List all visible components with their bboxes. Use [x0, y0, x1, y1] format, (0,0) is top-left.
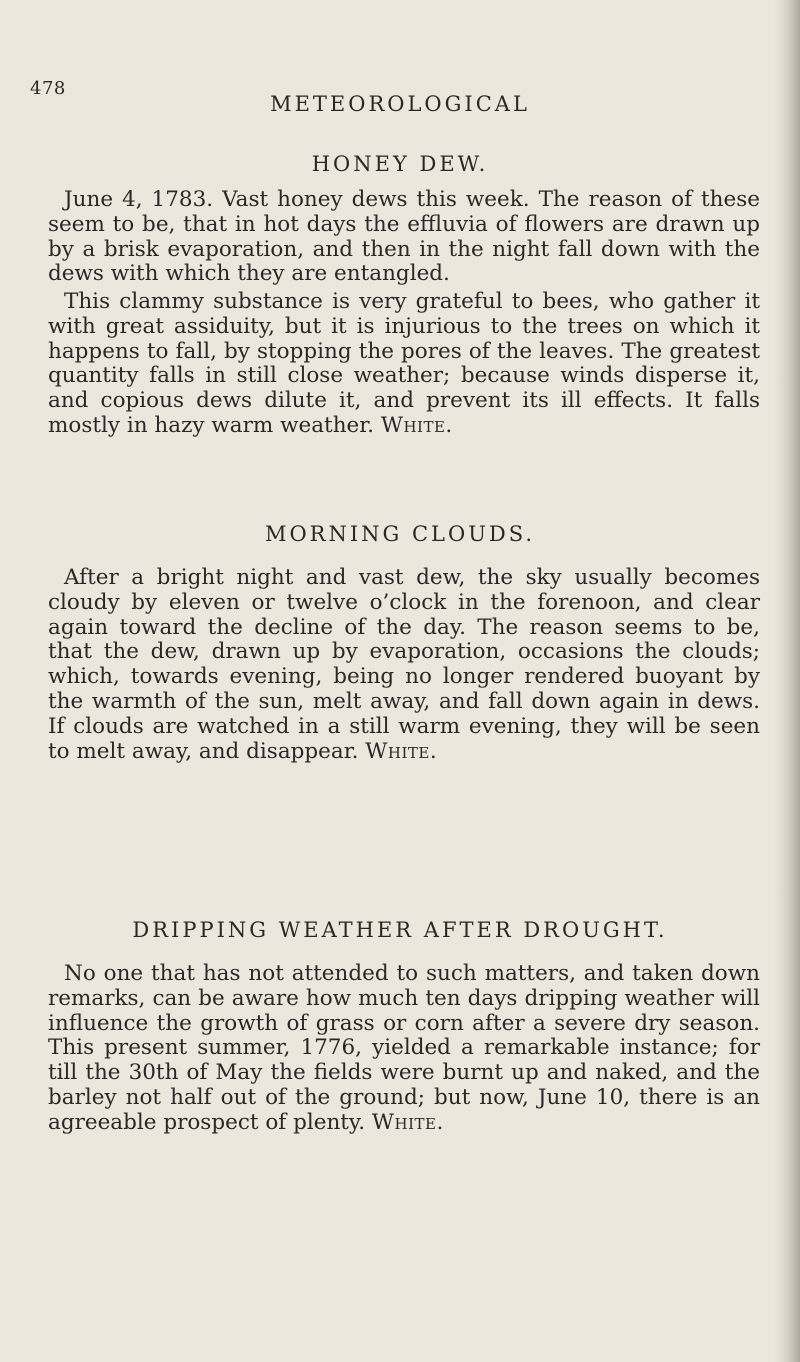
paragraph-text: No one that has not attended to such matters, and taken down remarks, can be aware how much ten days dripping weather will influence the growth of grass or corn after a severe dry season. This present summer, 1776, yielded a remarkable instance; for till the 30th of May the fields were burnt up and naked, and the barley not half out of the ground; but now, June 10, there is an agreeable prospect of plenty.: [48, 961, 760, 1135]
paragraph-honey-dew-2: [48, 290, 760, 439]
paragraph-dripping-weather: [48, 962, 760, 1136]
author-signature: White.: [380, 412, 453, 438]
paragraph-honey-dew-1: [48, 188, 760, 287]
page-number: 478: [30, 78, 66, 99]
paragraph-text: This clammy substance is very grateful to bees, who gather it with great assiduity, but it is injurious to the trees on which it happens to fall, by stopping the pores of the leaves. The greatest quantity falls in still close weather; because winds disperse it, and copious dews dilute it, and prevent its ill effects. It falls mostly in hazy warm weather.: [48, 289, 760, 438]
paragraph-morning-clouds: [48, 566, 760, 764]
author-signature: White.: [365, 738, 438, 764]
section-title-honey-dew: HONEY DEW.: [311, 152, 489, 176]
section-title-dripping-weather: DRIPPING WEATHER AFTER DROUGHT.: [132, 918, 668, 942]
section-title-morning-clouds: MORNING CLOUDS.: [264, 522, 536, 546]
paragraph-text: June 4, 1783. Vast honey dews this week. The reason of these seem to be, that in hot days the effluvia of flowers are drawn up by a brisk evaporation, and then in the night fall down with the dews with which they are entangled.: [48, 187, 760, 287]
running-head: METEOROLOGICAL: [270, 92, 530, 116]
author-signature: White.: [371, 1109, 444, 1135]
page-edge-shadow: [774, 0, 800, 1362]
paragraph-text: After a bright night and vast dew, the sky usually becomes cloudy by eleven or twelve o’clock in the forenoon, and clear again toward the decline of the day. The reason seems to be, that the dew, drawn up by evaporation, occasions the clouds; which, towards evening, being no longer rendered buoyant by the warmth of the sun, melt away, and fall down again in dews. If clouds are watched in a still warm evening, they will be seen to melt away, and disappear.: [48, 565, 760, 764]
